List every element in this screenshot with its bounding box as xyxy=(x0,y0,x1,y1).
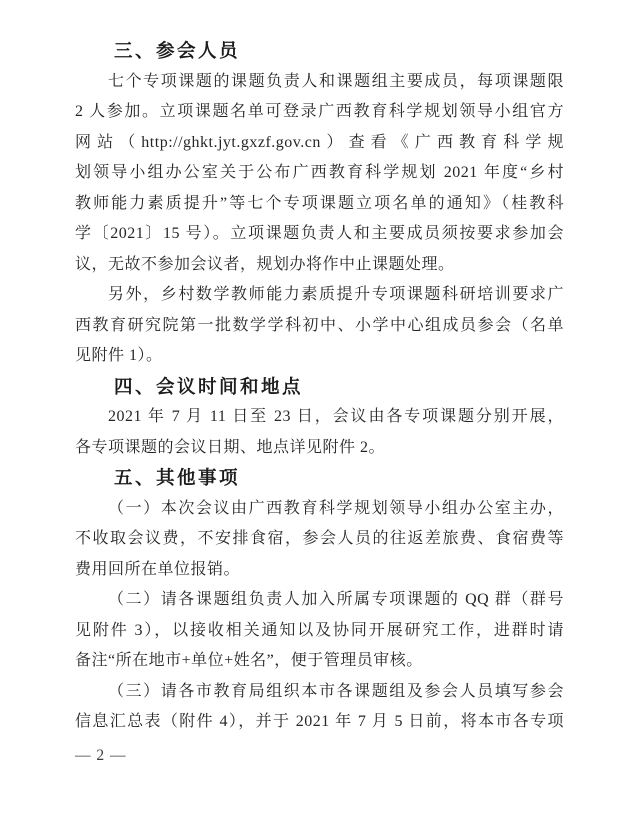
text-line: 各专项课题的会议日期、地点详见附件 2。 xyxy=(75,438,386,456)
text-line: 费用回所在单位报销。 xyxy=(75,560,241,578)
text-line-item-2: （二）请各课题组负责人加入所属专项课题的 QQ 群（群号 xyxy=(108,591,564,608)
text-line-item-1: （一）本次会议由广西教育科学规划领导小组办公室主办， xyxy=(108,499,564,517)
section-heading-participants: 三、参会人员 xyxy=(114,40,241,61)
text-line: 信息汇总表（附件 4），并于 2021 年 7 月 5 日前，将本市各专项 xyxy=(75,713,564,730)
text-line-item-3: （三）请各市教育局组织本市各课题组及参会人员填写参会 xyxy=(108,682,564,700)
text-line: 教师能力素质提升”等七个专项课题立项名单的通知》（桂教科 xyxy=(75,194,564,212)
text-line: 另外，乡村数学教师能力素质提升专项课题科研培训要求广 xyxy=(108,286,564,303)
text-line: 学〔2021〕15 号）。立项课题负责人和主要成员须按要求参加会 xyxy=(75,225,564,242)
text-line-website-url: 网站（http://ghkt.jyt.gxzf.gov.cn）查看《广西教育科学规 xyxy=(75,133,564,151)
text-line: 见附件 1）。 xyxy=(75,347,163,364)
text-line: 议，无故不参加会议者，规划办将作中止课题处理。 xyxy=(75,255,455,273)
text-line: 划领导小组办公室关于公布广西教育科学规划 2021 年度“乡村 xyxy=(75,164,564,181)
document-body xyxy=(75,36,564,738)
text-line: 西教育研究院第一批数学学科初中、小学中心组成员参会（名单 xyxy=(75,316,564,334)
text-line: 见附件 3），以接收相关通知以及协同开展研究工作，进群时请 xyxy=(75,621,564,639)
text-line: 2021 年 7 月 11 日至 23 日，会议由各专项课题分别开展， xyxy=(108,408,564,425)
section-heading-time-location: 四、会议时间和地点 xyxy=(114,375,304,397)
text-line: 七个专项课题的课题负责人和课题组主要成员，每项课题限 xyxy=(108,72,564,90)
text-line: 不收取会议费，不安排食宿，参会人员的往返差旅费、食宿费等 xyxy=(75,530,564,547)
text-line: 2 人参加。立项课题名单可登录广西教育科学规划领导小组官方 xyxy=(75,103,564,120)
text-line: 备注“所在地市+单位+姓名”，便于管理员审核。 xyxy=(75,652,423,669)
section-heading-other-matters: 五、其他事项 xyxy=(114,467,241,488)
page-number: — 2 — xyxy=(75,747,127,764)
